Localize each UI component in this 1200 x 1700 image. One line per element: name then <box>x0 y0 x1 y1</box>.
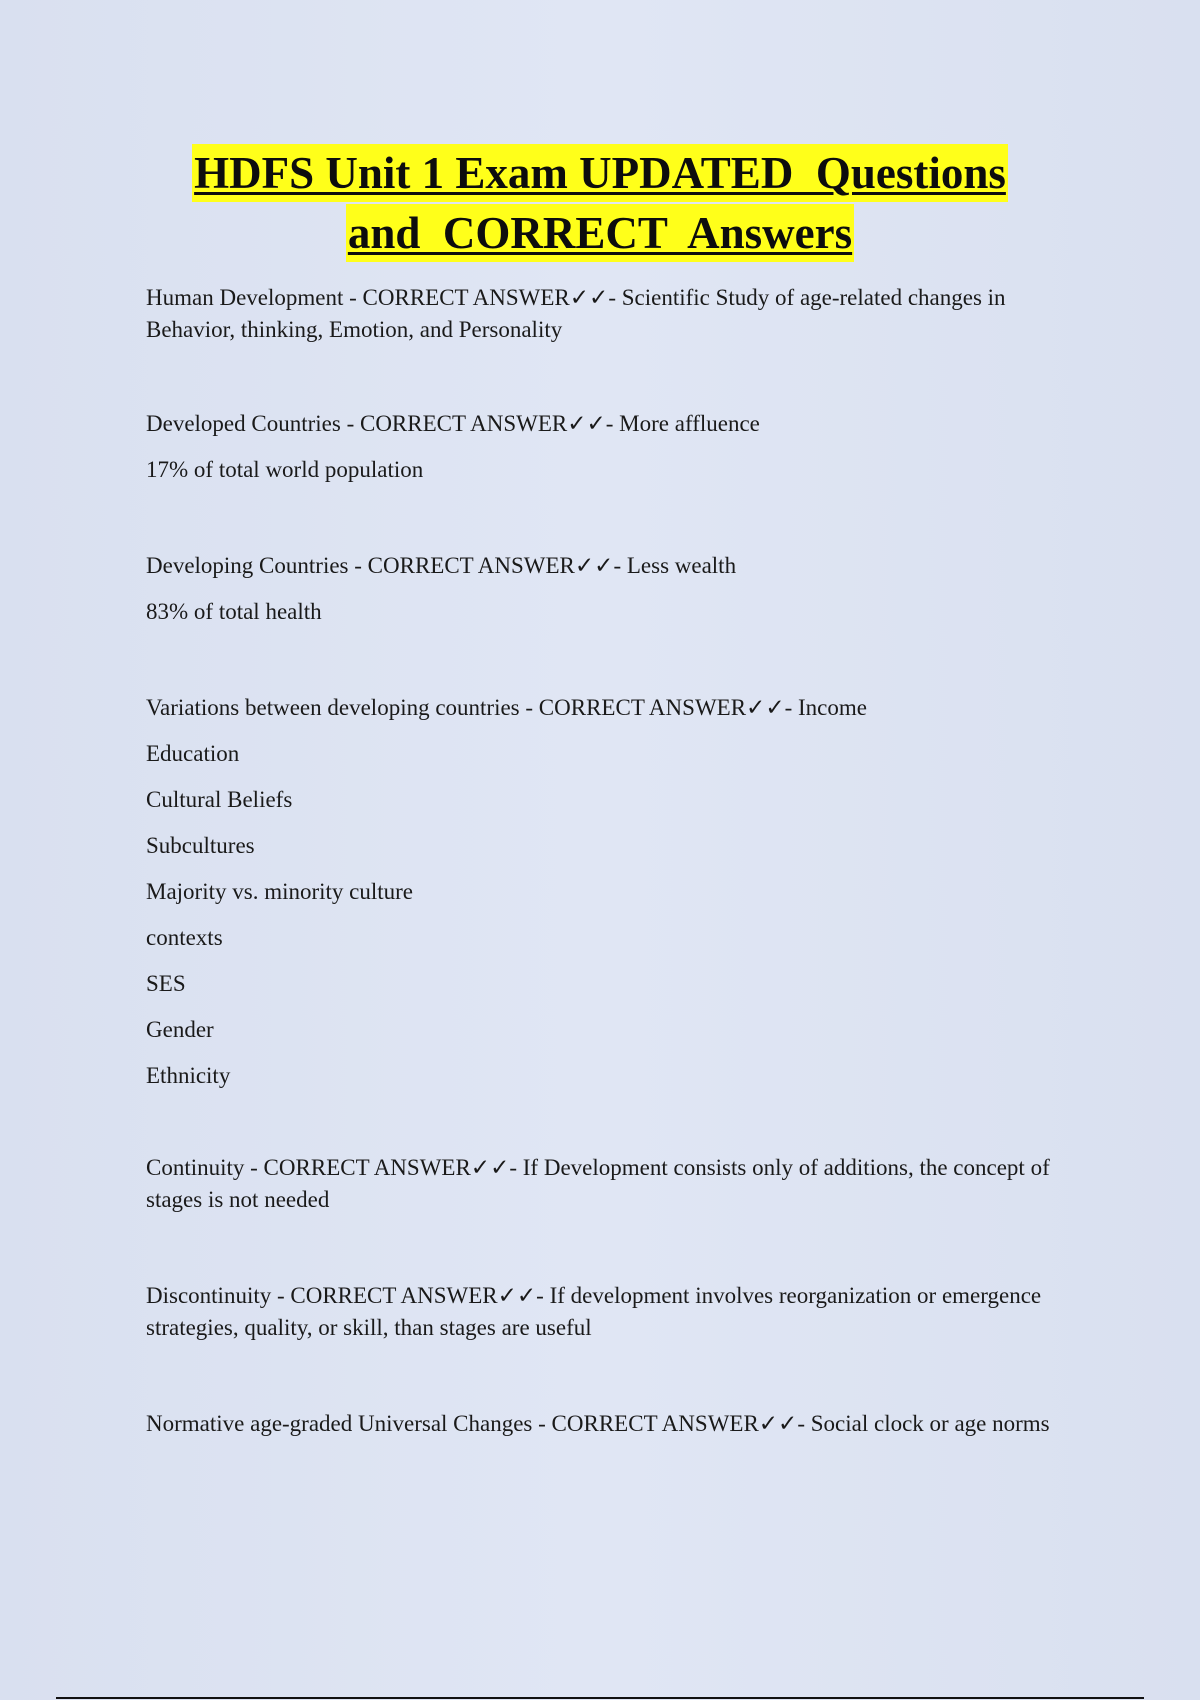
qa-extra-line: Subcultures <box>146 833 255 858</box>
qa-text: Variations between developing countries - CORRECT ANSWER✓✓- Income <box>146 695 867 720</box>
qa-text: Continuity - CORRECT ANSWER✓✓- If Development consists only of additions, the concept of stages is not needed <box>146 1155 1050 1212</box>
qa-entry <box>146 282 1066 346</box>
qa-extra-line: 83% of total health <box>146 599 322 624</box>
qa-extra-line: Education <box>146 741 240 766</box>
qa-text: Developed Countries - CORRECT ANSWER✓✓- More affluence <box>146 411 760 436</box>
qa-entry <box>146 550 1066 628</box>
qa-list <box>146 282 1066 1440</box>
qa-entry <box>146 1280 1066 1344</box>
title-line-2: and CORRECT Answers <box>346 204 854 262</box>
title-line-1: HDFS Unit 1 Exam UPDATED Questions <box>192 144 1008 202</box>
document-title <box>0 144 1200 262</box>
qa-text: Human Development - CORRECT ANSWER✓✓- Scientific Study of age-related changes in Behavior, thinking, Emotion, and Personality <box>146 285 1006 342</box>
qa-entry <box>146 1408 1066 1440</box>
qa-extra-line: Cultural Beliefs <box>146 787 293 812</box>
page-bottom-rule <box>56 1697 1144 1699</box>
qa-extra-line: Gender <box>146 1017 214 1042</box>
qa-text: Normative age-graded Universal Changes - CORRECT ANSWER✓✓- Social clock or age norms <box>146 1411 1050 1436</box>
qa-text: Discontinuity - CORRECT ANSWER✓✓- If development involves reorganization or emergence strategies, quality, or skill, than stages are useful <box>146 1283 1042 1340</box>
qa-entry <box>146 692 1066 1092</box>
qa-extra-line: Majority vs. minority culture <box>146 879 414 904</box>
qa-text: Developing Countries - CORRECT ANSWER✓✓- Less wealth <box>146 553 737 578</box>
qa-extra-line: Ethnicity <box>146 1063 231 1088</box>
qa-extra-line: contexts <box>146 925 223 950</box>
qa-entry <box>146 1152 1066 1216</box>
qa-extra-line: SES <box>146 971 186 996</box>
qa-entry <box>146 408 1066 486</box>
qa-extra-line: 17% of total world population <box>146 457 424 482</box>
